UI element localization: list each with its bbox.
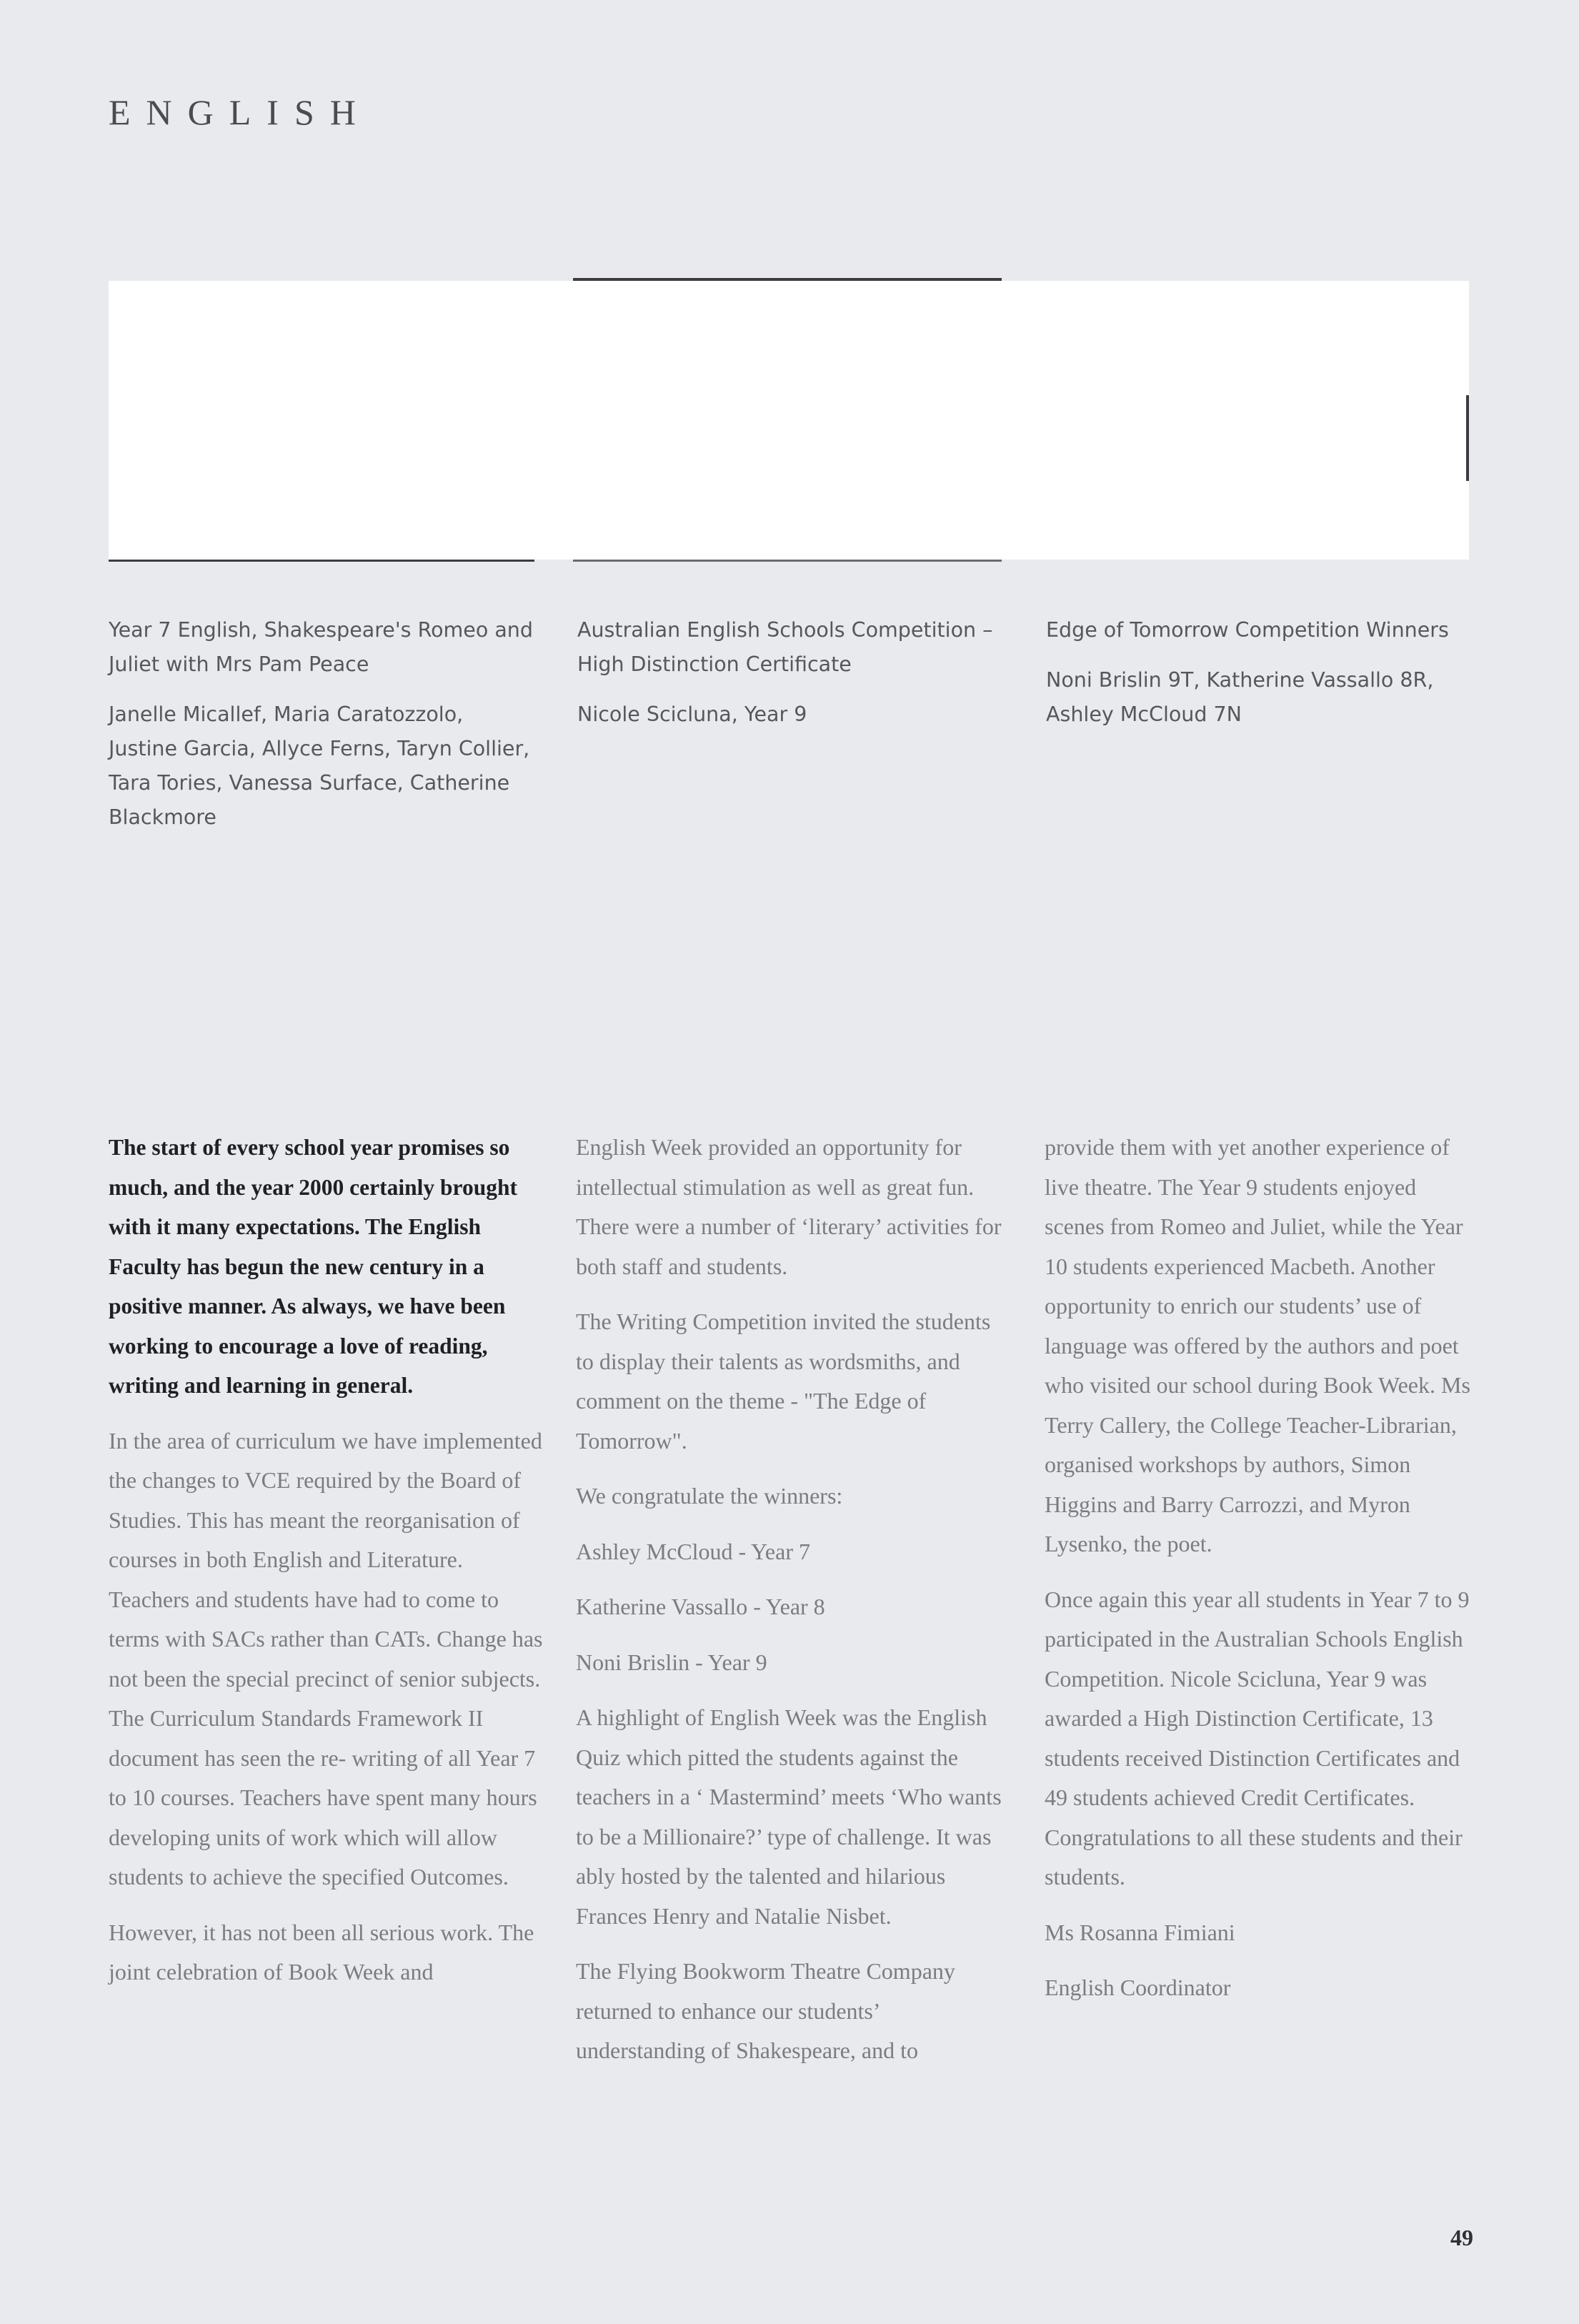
photo-border-line	[109, 560, 534, 562]
article-paragraph: The Flying Bookworm Theatre Company returned to enhance our students’ understanding of Shakespeare, and to	[576, 1958, 955, 2063]
article-paragraph: However, it has not been all serious work. The joint celebration of Book Week and	[109, 1919, 534, 1985]
article-paragraph: provide them with yet another experience of live theatre. The Year 9 students enjoyed scenes from Romeo and Juliet, while the Year 10 students experienced Macbeth. Another opportunity to enrich our students’ use of language was offered by the authors and poet who visited our school during Book Week. Ms Terry Callery, the College Teacher-Librarian, organised workshops by authors, Simon Higgins and Barry Carrozzi, and Myron Lysenko, the poet.	[1045, 1134, 1470, 1556]
author-role: English Coordinator	[1045, 1975, 1231, 2000]
caption-names: Noni Brislin 9T, Katherine Vassallo 8R, Ashley McCloud 7N	[1046, 668, 1434, 726]
page-number: 49	[1450, 2225, 1473, 2250]
winner-item: Katherine Vassallo - Year 8	[576, 1594, 825, 1619]
article-column-1	[109, 1128, 544, 2008]
article-lead: The start of every school year promises so much, and the year 2000 certainly brought with it many expectations. The English Faculty has begun the new century in a positive manner. As always, we have been working to encourage a love of reading, writing and learning in general.	[109, 1135, 517, 1398]
caption-3	[1046, 613, 1475, 748]
caption-1	[109, 613, 537, 850]
article-column-3	[1045, 1128, 1473, 2024]
photo-border-line	[573, 560, 1002, 562]
page-title: ENGLISH	[109, 92, 372, 132]
article-paragraph: A highlight of English Week was the English Quiz which pitted the students against the teachers in a ‘ Mastermind’ meets ‘Who wants to be a Millionaire?’ type of challenge. It was ably hosted by the talented and hilarious Frances Henry and Natalie Nisbet.	[576, 1704, 1002, 1929]
article-paragraph: The Writing Competition invited the students to display their talents as wordsmiths, and comment on the theme - "The Edge of Tomorrow".	[576, 1309, 991, 1454]
caption-title: Australian English Schools Competition – High Distinction Certificate	[577, 618, 993, 676]
caption-names: Nicole Scicluna, Year 9	[577, 702, 807, 726]
author-name: Ms Rosanna Fimiani	[1045, 1919, 1235, 1945]
article-paragraph: Once again this year all students in Year 7 to 9 participated in the Australian Schools English Competition. Nicole Scicluna, Year 9 was awarded a High Distinction Certificate, 13 students received Distinction Certificates and 49 students achieved Credit Certificates. Congratulations to all these students and their students.	[1045, 1586, 1470, 1890]
article-paragraph: English Week provided an opportunity for intellectual stimulation as well as great fun. There were a number of ‘literary’ activities for both staff and students.	[576, 1134, 1002, 1279]
caption-names: Janelle Micallef, Maria Caratozzolo, Justine Garcia, Allyce Ferns, Taryn Collier, Tara Tories, Vanessa Surface, Catherine Blackmore	[109, 702, 530, 829]
article-paragraph: In the area of curriculum we have implemented the changes to VCE required by the Board of Studies. This has meant the reorganisation of courses in both English and Literature. Teachers and students have had to come to terms with SACs rather than CATs. Change has not been the special precinct of senior subjects. The Curriculum Standards Framework II document has seen the re- writing of all Year 7 to 10 courses. Teachers have spent many hours developing units of work which will allow students to achieve the specified Outcomes.	[109, 1427, 543, 1890]
caption-2	[577, 613, 1006, 748]
caption-title: Year 7 English, Shakespeare's Romeo and Juliet with Mrs Pam Peace	[109, 618, 533, 676]
caption-title: Edge of Tomorrow Competition Winners	[1046, 618, 1449, 642]
article-column-2	[576, 1128, 1010, 2087]
winner-item: Ashley McCloud - Year 7	[576, 1538, 810, 1564]
winner-item: Noni Brislin - Year 9	[576, 1649, 767, 1675]
photo-placeholder	[109, 281, 1469, 560]
photo-border-line	[573, 278, 1002, 281]
photo-border-line	[1466, 395, 1469, 481]
article-paragraph: We congratulate the winners:	[576, 1483, 843, 1509]
